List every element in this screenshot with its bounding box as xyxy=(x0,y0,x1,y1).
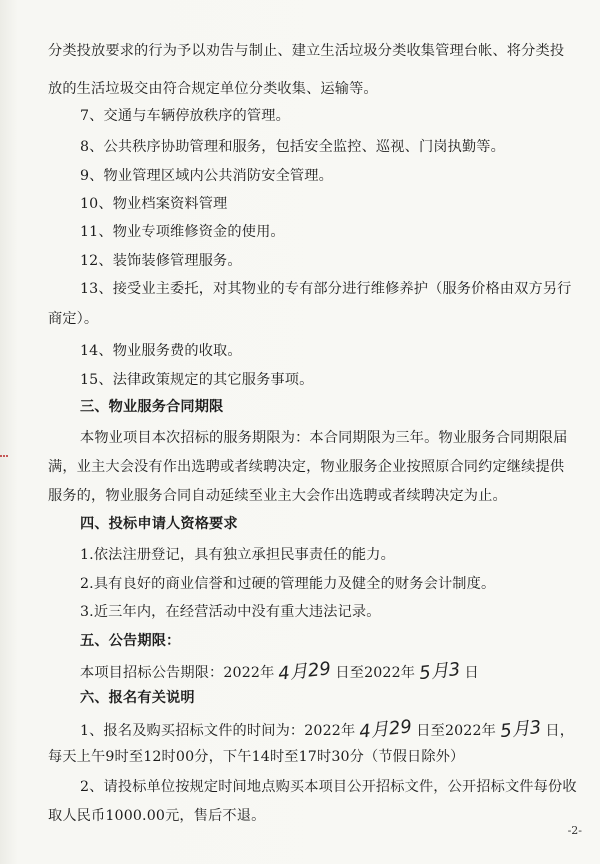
stamp-edge-mark xyxy=(0,455,8,463)
body-line: 每天上午9时至12时00分，下午14时至17时30分（节假日除外） xyxy=(48,749,465,765)
section-heading-5: 五、公告期限： xyxy=(80,633,181,649)
signup-time-line xyxy=(80,715,574,741)
list-item-9: 9、物业管理区域内公共消防安全管理。 xyxy=(80,168,333,184)
handwritten-end-date: 5月3 xyxy=(499,716,543,743)
signup-suffix: 日， xyxy=(545,723,575,739)
body-line: 放的生活垃圾交由符合规定单位分类收集、运输等。 xyxy=(48,81,378,97)
notice-period-mid: 日至2022年 xyxy=(335,665,416,681)
body-line: 商定）。 xyxy=(48,311,99,327)
body-line: 满，业主大会没有作出选聘或者续聘决定，物业服务企业按照原合同约定继续提供 xyxy=(48,459,565,475)
body-line: 2、请投标单位按规定时间地点购买本项目公开招标文件，公开招标文件每份收 xyxy=(80,779,577,795)
signup-prefix: 1、报名及购买招标文件的时间为：2022年 xyxy=(80,723,356,739)
list-item-15: 15、法律政策规定的其它服务事项。 xyxy=(80,372,314,388)
list-item-12: 12、装饰装修管理服务。 xyxy=(80,253,242,269)
list-item-11: 11、物业专项维修资金的使用。 xyxy=(80,224,285,240)
body-line: 分类投放要求的行为予以劝告与制止、建立生活垃圾分类收集管理台帐、将分类投 xyxy=(48,43,565,59)
body-line: 服务的，物业服务合同自动延续至业主大会作出选聘或者续聘决定为止。 xyxy=(48,488,507,504)
notice-period-suffix: 日 xyxy=(464,665,479,681)
page-number: -2- xyxy=(567,824,582,837)
list-item-10: 10、物业档案资料管理 xyxy=(80,196,228,212)
section-heading-3: 三、物业服务合同期限 xyxy=(80,399,224,415)
requirement-2: 2.具有良好的商业信誉和过硬的管理能力及健全的财务会计制度。 xyxy=(80,576,496,592)
handwritten-end-date: 5月3 xyxy=(418,658,462,685)
body-line: 本物业项目本次招标的服务期限为：本合同期限为三年。物业服务合同期限届 xyxy=(80,430,568,446)
notice-period-prefix: 本项目招标公告期限：2022年 xyxy=(80,665,275,681)
section-heading-4: 四、投标申请人资格要求 xyxy=(80,516,238,532)
list-item-14: 14、物业服务费的收取。 xyxy=(80,343,242,359)
list-item-8: 8、公共秩序协助管理和服务，包括安全监控、巡视、门岗执勤等。 xyxy=(80,139,505,155)
list-item-7: 7、交通与车辆停放秩序的管理。 xyxy=(80,108,290,124)
requirement-1: 1.依法注册登记，具有独立承担民事责任的能力。 xyxy=(80,547,395,563)
list-item-13: 13、接受业主委托，对其物业的专有部分进行维修养护（服务价格由双方另行 xyxy=(80,281,572,297)
handwritten-start-date: 4月29 xyxy=(277,658,333,685)
requirement-3: 3.近三年内，在经营活动中没有重大违法记录。 xyxy=(80,604,381,620)
signup-mid: 日至2022年 xyxy=(416,723,496,739)
notice-period-line xyxy=(80,657,479,683)
body-line: 取人民币1000.00元，售后不退。 xyxy=(48,808,266,824)
section-heading-6: 六、报名有关说明 xyxy=(80,690,195,706)
handwritten-start-date: 4月29 xyxy=(358,716,414,743)
